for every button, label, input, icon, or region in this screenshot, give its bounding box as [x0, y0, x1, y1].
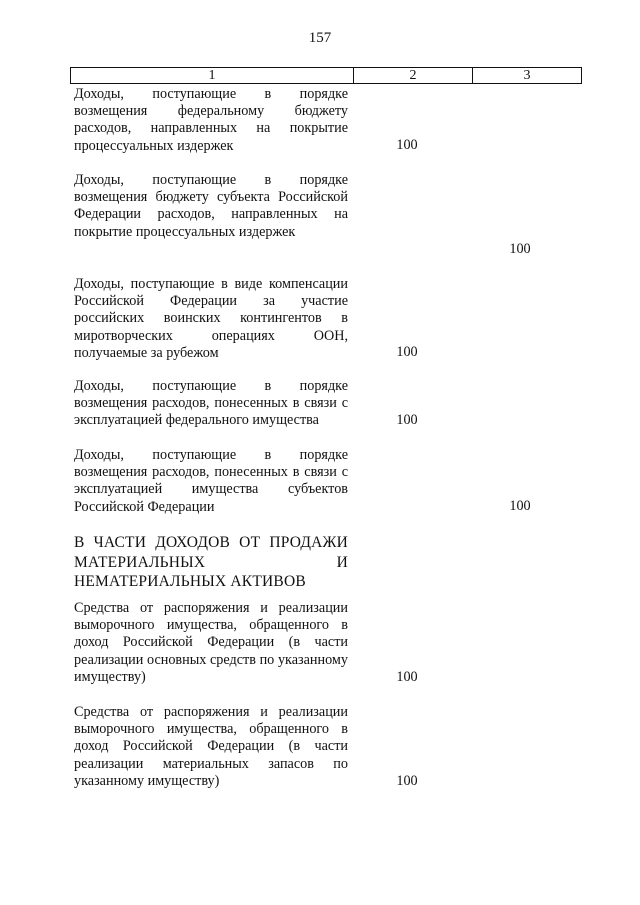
page-number: 157 — [308, 30, 332, 46]
row-value-col3: 100 — [509, 498, 531, 514]
row-description: Доходы, поступающие в порядке возмещения расходов, понесенных в связи с эксплуатацией федерального имущества — [74, 378, 348, 429]
table-row — [74, 86, 348, 155]
table-row — [74, 378, 348, 430]
table-row — [74, 447, 348, 516]
row-description: Средства от распоряжения и реализации выморочного имущества, обращенного в доход Российской Федерации (в части реализации основных средств по указанному имуществу) — [74, 600, 348, 685]
row-value-col2: 100 — [396, 137, 418, 153]
table-row — [74, 172, 348, 241]
column-header-3: 3 — [523, 68, 531, 83]
row-description: Доходы, поступающие в порядке возмещения расходов, понесенных в связи с эксплуатацией имущества субъектов Российской Федерации — [74, 447, 348, 515]
row-value-col2: 100 — [396, 773, 418, 789]
column-header-2: 2 — [354, 68, 473, 83]
table-row — [74, 600, 348, 686]
section-heading: В ЧАСТИ ДОХОДОВ ОТ ПРОДАЖИ МАТЕРИАЛЬНЫХ И НЕМАТЕРИАЛЬНЫХ АКТИВОВ — [74, 534, 348, 590]
table-row — [74, 276, 348, 362]
row-value-col2: 100 — [396, 412, 418, 428]
row-description: Средства от распоряжения и реализации выморочного имущества, обращенного в доход Российской Федерации (в части реализации материальных запасов по указанному имуществу) — [74, 704, 348, 789]
row-description: Доходы, поступающие в порядке возмещения федеральному бюджету расходов, направленных на покрытие процессуальных издержек — [74, 86, 348, 154]
table-row — [74, 704, 348, 790]
table-header — [70, 67, 582, 84]
row-value-col2: 100 — [396, 669, 418, 685]
row-description: Доходы, поступающие в порядке возмещения бюджету субъекта Российской Федерации расходов, направленных на покрытие процессуальных издержек — [74, 172, 348, 240]
row-value-col3: 100 — [509, 241, 531, 257]
row-description: Доходы, поступающие в виде компенсации Российской Федерации за участие российских воинских контингентов в миротворческих операциях ООН, получаемые за рубежом — [74, 276, 348, 361]
row-value-col2: 100 — [396, 344, 418, 360]
column-header-1: 1 — [71, 68, 354, 83]
